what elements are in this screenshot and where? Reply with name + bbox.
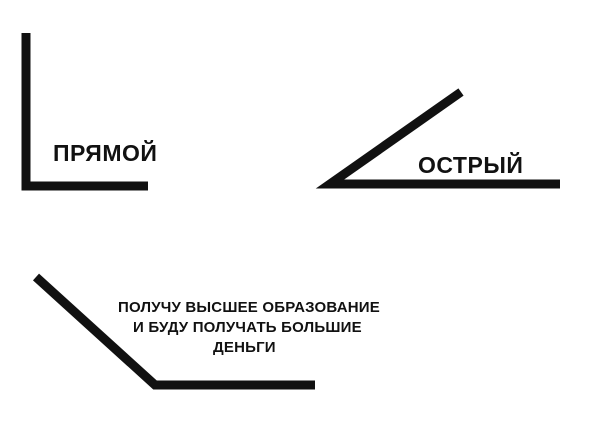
joke-text-line-1: ПОЛУЧУ ВЫСШЕЕ ОБРАЗОВАНИЕ xyxy=(118,299,380,316)
joke-text-line-3: ДЕНЬГИ xyxy=(213,339,276,356)
acute-angle-label: ОСТРЫЙ xyxy=(418,152,524,178)
right-angle-label: ПРЯМОЙ xyxy=(53,140,158,166)
joke-text-line-2: И БУДУ ПОЛУЧАТЬ БОЛЬШИЕ xyxy=(133,319,362,336)
